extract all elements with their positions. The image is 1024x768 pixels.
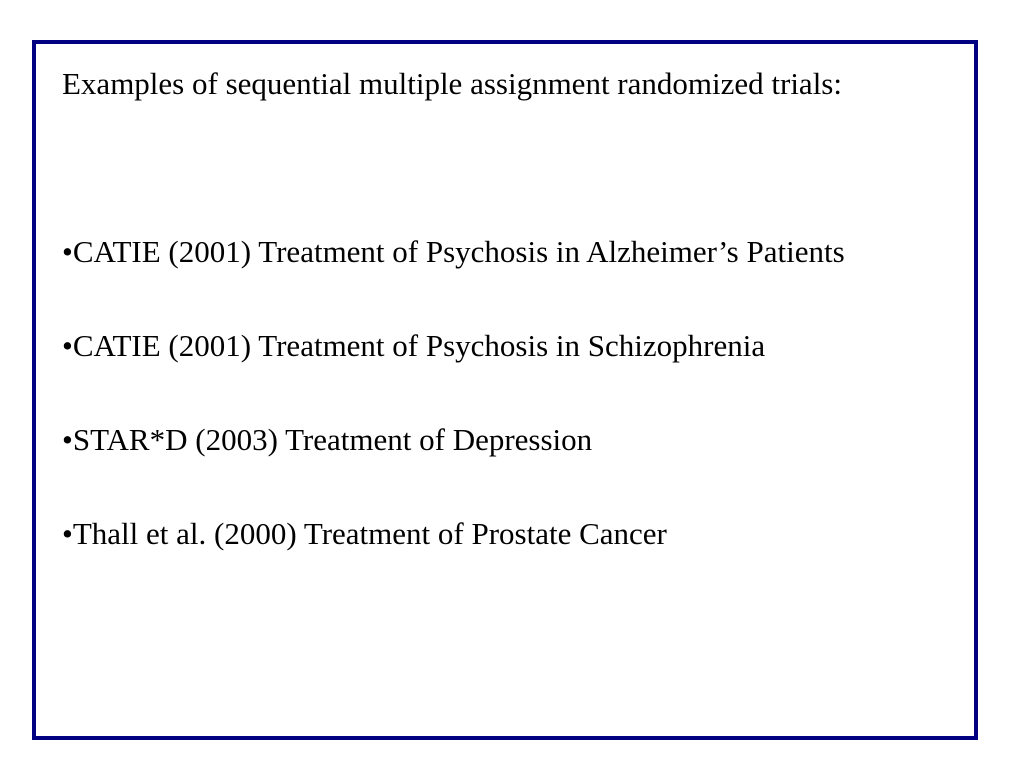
trial-item-catie-schizophrenia: •CATIE (2001) Treatment of Psychosis in Schizophrenia [62, 328, 766, 363]
slide-content [62, 62, 972, 556]
trial-item-thall-prostate: •Thall et al. (2000) Treatment of Prostate Cancer [62, 516, 667, 551]
trial-item-catie-alzheimers: •CATIE (2001) Treatment of Psychosis in Alzheimer’s Patients [62, 234, 845, 269]
slide-heading: Examples of sequential multiple assignment randomized trials: [62, 66, 842, 101]
spacer [62, 106, 972, 230]
trial-item-stard-depression: •STAR*D (2003) Treatment of Depression [62, 422, 593, 457]
trial-list [62, 230, 972, 556]
